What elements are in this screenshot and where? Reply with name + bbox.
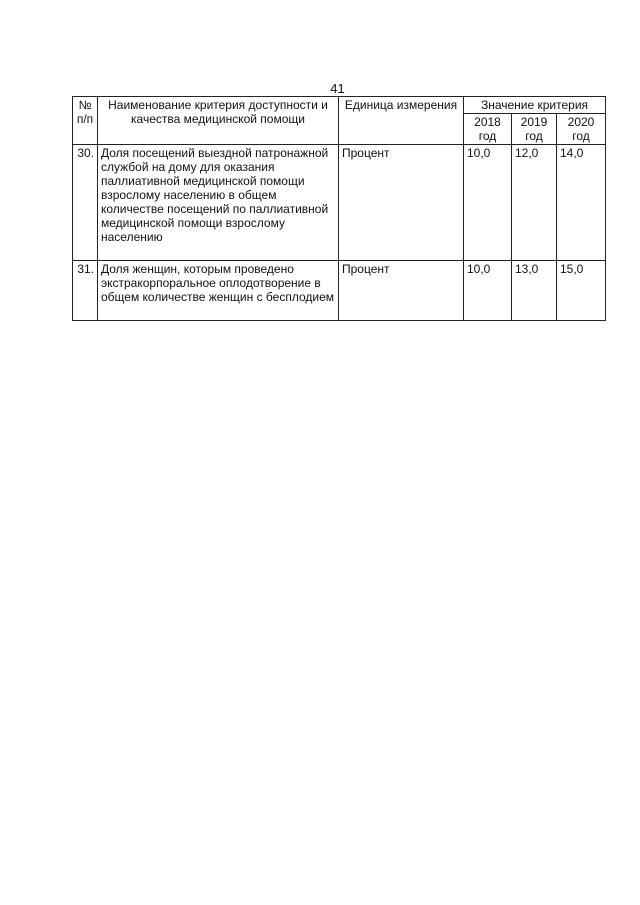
table-header-row [73, 97, 606, 114]
header-value-group: Значение критерия [464, 97, 606, 114]
row-num: 31. [73, 261, 98, 321]
table-row [73, 261, 606, 321]
row-name: Доля посещений выездной патронажной службой на дому для оказания паллиативной медицинской помощи взрослому населению в общем количестве посещений по паллиативной медицинской помощи взрослому населению [98, 145, 339, 261]
criteria-table [72, 96, 606, 321]
row-value-2018: 10,0 [464, 145, 512, 261]
header-name: Наименование критерия доступности и качества медицинской помощи [98, 97, 339, 145]
row-unit: Процент [339, 145, 464, 261]
row-num: 30. [73, 145, 98, 261]
page-number: 41 [330, 81, 345, 96]
header-year-2018: 2018 год [464, 114, 512, 145]
header-year-2020: 2020 год [557, 114, 606, 145]
header-year-2019: 2019 год [512, 114, 557, 145]
row-value-2018: 10,0 [464, 261, 512, 321]
table-row [73, 145, 606, 261]
row-value-2020: 15,0 [557, 261, 606, 321]
row-value-2019: 13,0 [512, 261, 557, 321]
row-unit: Процент [339, 261, 464, 321]
row-name: Доля женщин, которым проведено экстракорпоральное оплодотворение в общем количестве женщин с бесплодием [98, 261, 339, 321]
header-num: № п/п [73, 97, 98, 145]
row-value-2020: 14,0 [557, 145, 606, 261]
row-value-2019: 12,0 [512, 145, 557, 261]
header-unit: Единица измерения [339, 97, 464, 145]
